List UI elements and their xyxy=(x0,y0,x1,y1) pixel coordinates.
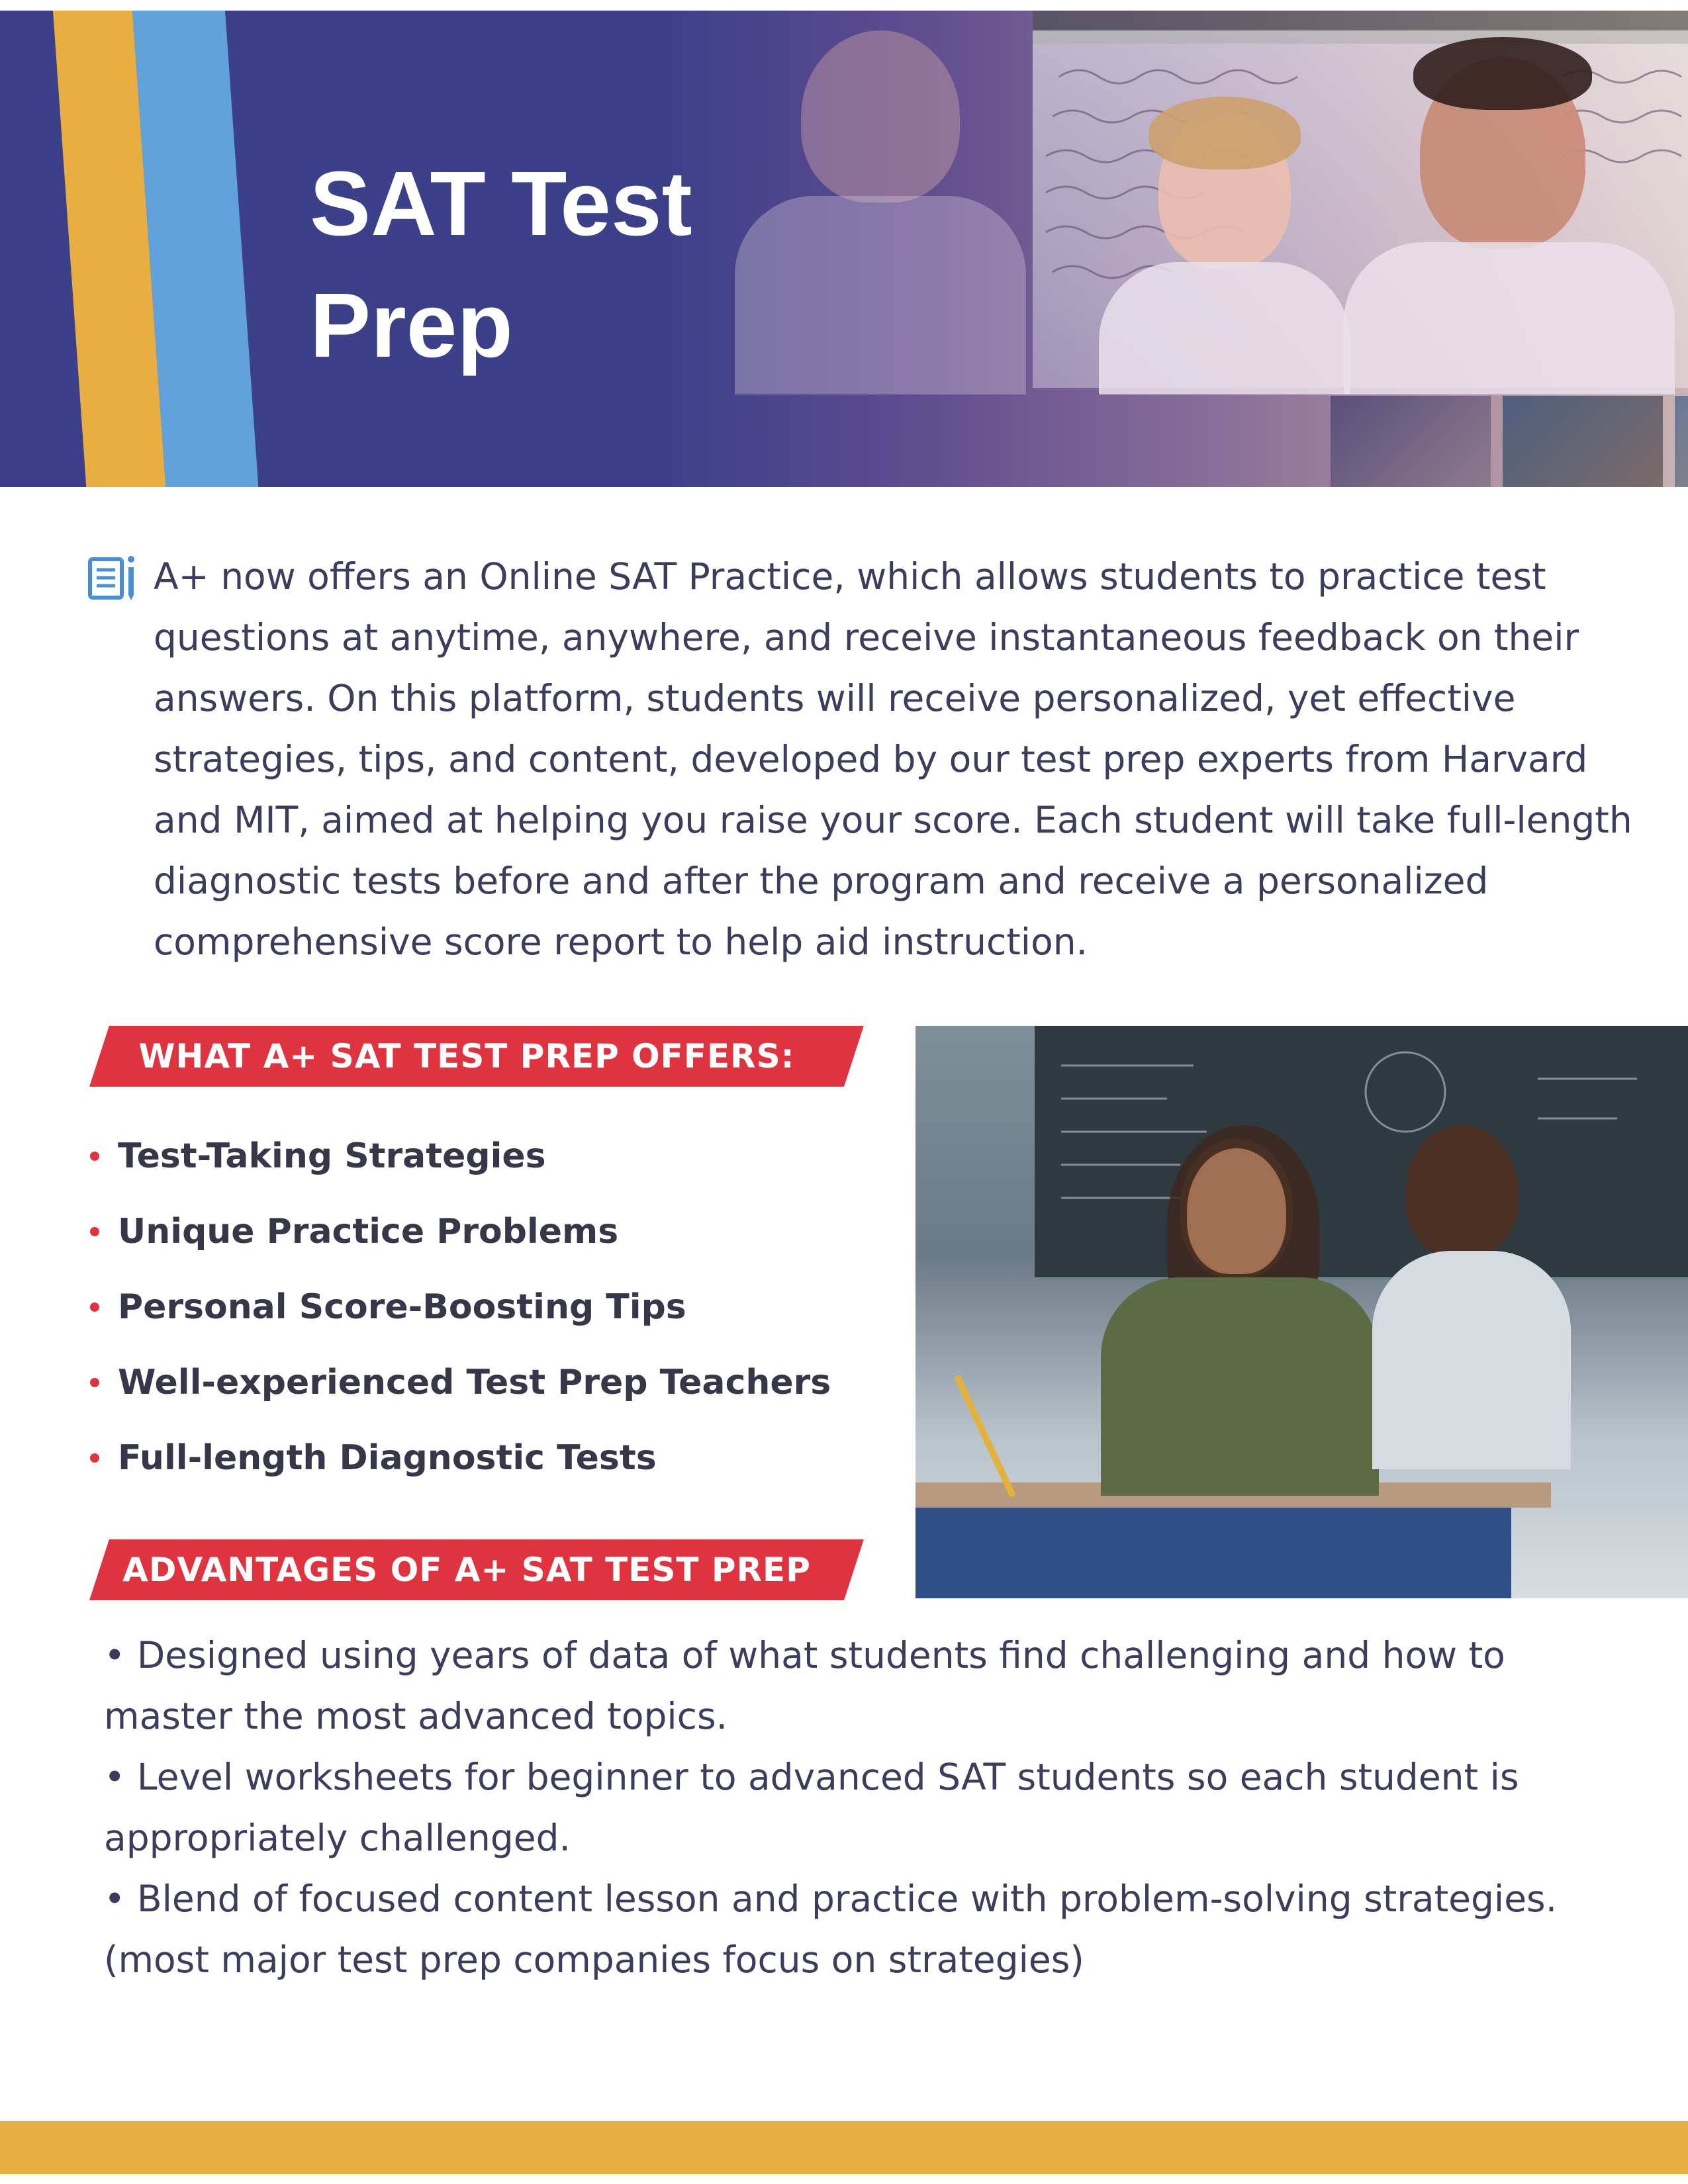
document-info-icon xyxy=(86,553,139,606)
title-line-1: SAT Test xyxy=(310,153,692,255)
page-title xyxy=(310,143,720,387)
student-girl-body xyxy=(1101,1277,1379,1496)
thumbnail-image xyxy=(1331,396,1491,487)
pencil xyxy=(954,1375,1016,1497)
list-item: Full-length Diagnostic Tests xyxy=(86,1420,831,1496)
advantages-list xyxy=(104,1625,1626,1990)
student-boy-body xyxy=(1372,1251,1571,1469)
bullet-icon xyxy=(90,1378,99,1387)
list-item: • Blend of focused content lesson and practice with problem-solving strategies. (most major test prep companies focus on strategies) xyxy=(104,1878,1558,1981)
footer-bar xyxy=(0,2121,1688,2174)
list-item: Well-experienced Test Prep Teachers xyxy=(86,1345,831,1420)
advantages-heading: ADVANTAGES OF A+ SAT TEST PREP xyxy=(122,1551,811,1589)
thumbnail-strip xyxy=(1324,388,1688,487)
list-item: • Level worksheets for beginner to advanced SAT students so each student is appropriately challenged. xyxy=(104,1756,1519,1859)
desk-front xyxy=(915,1508,1511,1598)
list-item: Personal Score-Boosting Tips xyxy=(86,1269,831,1345)
list-item: Test-Taking Strategies xyxy=(86,1118,831,1194)
offers-list xyxy=(86,1118,831,1496)
thumbnail-image xyxy=(1503,396,1663,487)
classroom-photo xyxy=(915,1026,1688,1598)
thumbnail-image xyxy=(1675,396,1688,487)
title-line-2: Prep xyxy=(310,275,513,377)
intro-paragraph: A+ now offers an Online SAT Practice, which allows students to practice test questions at anytime, anywhere, and receive instantaneous feedback on their answers. On this platform, students will receive personalized, yet effective strategies, tips, and content, developed by our test prep experts from Harvard and MIT, aimed at helping you raise your score. Each student will take full-length diagnostic tests before and after the program and receive a personalized comprehensive score report to help aid instruction. xyxy=(154,555,1632,963)
header-banner xyxy=(0,11,1688,487)
offers-heading: WHAT A+ SAT TEST PREP OFFERS: xyxy=(138,1037,795,1075)
bullet-icon xyxy=(90,1152,99,1161)
list-item: • Designed using years of data of what students find challenging and how to master the most advanced topics. xyxy=(104,1634,1505,1737)
list-item: Unique Practice Problems xyxy=(86,1194,831,1269)
bullet-icon xyxy=(90,1453,99,1463)
teacher-left-face xyxy=(801,30,960,203)
bullet-icon xyxy=(90,1302,99,1312)
student-boy-face xyxy=(1405,1125,1518,1257)
bullet-icon xyxy=(90,1227,99,1236)
tutors-photo xyxy=(662,11,1688,487)
